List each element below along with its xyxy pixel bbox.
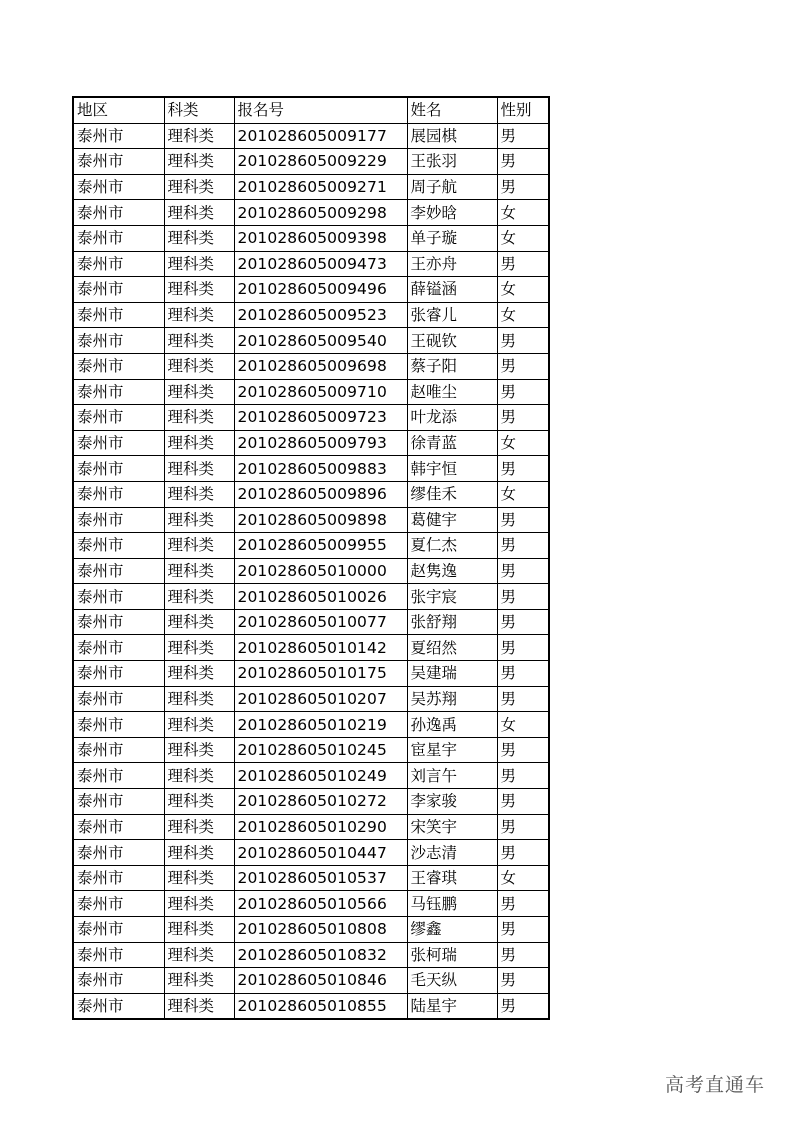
cell-registration-number: 201028605009698 [234,353,407,379]
cell-name: 夏绍然 [407,635,497,661]
table-row [73,533,549,559]
cell-region: 泰州市 [73,635,164,661]
cell-gender: 男 [497,123,549,149]
cell-registration-number: 201028605010808 [234,917,407,943]
cell-name: 周子航 [407,174,497,200]
cell-registration-number: 201028605010846 [234,968,407,994]
cell-region: 泰州市 [73,763,164,789]
cell-registration-number: 201028605009883 [234,456,407,482]
watermark-text: 高考直通车 [664,1074,765,1096]
table-row [73,507,549,533]
cell-name: 沙志清 [407,840,497,866]
cell-registration-number: 201028605010000 [234,558,407,584]
table-row [73,609,549,635]
cell-region: 泰州市 [73,379,164,405]
cell-gender: 女 [497,430,549,456]
table-row [73,865,549,891]
table-row [73,481,549,507]
cell-track: 理科类 [164,840,234,866]
cell-gender: 男 [497,379,549,405]
cell-gender: 男 [497,942,549,968]
cell-registration-number: 201028605009723 [234,405,407,431]
cell-track: 理科类 [164,763,234,789]
cell-registration-number: 201028605009896 [234,481,407,507]
cell-region: 泰州市 [73,891,164,917]
cell-track: 理科类 [164,302,234,328]
cell-name: 单子璇 [407,225,497,251]
cell-name: 赵唯尘 [407,379,497,405]
cell-track: 理科类 [164,225,234,251]
table-row [73,712,549,738]
cell-track: 理科类 [164,917,234,943]
cell-registration-number: 201028605009540 [234,328,407,354]
cell-gender: 男 [497,686,549,712]
cell-track: 理科类 [164,865,234,891]
cell-region: 泰州市 [73,968,164,994]
cell-gender: 男 [497,405,549,431]
table-row [73,328,549,354]
cell-registration-number: 201028605010207 [234,686,407,712]
cell-name: 张睿儿 [407,302,497,328]
table-row [73,763,549,789]
cell-name: 展园棋 [407,123,497,149]
cell-region: 泰州市 [73,712,164,738]
cell-name: 韩宇恒 [407,456,497,482]
cell-name: 陆星宇 [407,993,497,1019]
header-track: 科类 [164,97,234,123]
cell-track: 理科类 [164,149,234,175]
cell-region: 泰州市 [73,507,164,533]
cell-region: 泰州市 [73,840,164,866]
cell-registration-number: 201028605009898 [234,507,407,533]
cell-name: 吴建瑞 [407,661,497,687]
cell-region: 泰州市 [73,789,164,815]
cell-gender: 男 [497,584,549,610]
cell-gender: 男 [497,814,549,840]
cell-name: 孙逸禹 [407,712,497,738]
cell-track: 理科类 [164,968,234,994]
cell-track: 理科类 [164,251,234,277]
cell-track: 理科类 [164,686,234,712]
cell-track: 理科类 [164,661,234,687]
table-row [73,353,549,379]
cell-region: 泰州市 [73,405,164,431]
table-row [73,405,549,431]
cell-track: 理科类 [164,789,234,815]
cell-registration-number: 201028605010272 [234,789,407,815]
table-row [73,661,549,687]
cell-name: 徐青蓝 [407,430,497,456]
table-row [73,200,549,226]
cell-gender: 男 [497,558,549,584]
cell-gender: 男 [497,635,549,661]
cell-gender: 女 [497,865,549,891]
table-row [73,789,549,815]
table-row [73,917,549,943]
cell-region: 泰州市 [73,737,164,763]
cell-track: 理科类 [164,481,234,507]
cell-name: 缪佳禾 [407,481,497,507]
cell-region: 泰州市 [73,686,164,712]
table-row [73,123,549,149]
cell-gender: 男 [497,968,549,994]
table-row [73,174,549,200]
cell-gender: 女 [497,302,549,328]
cell-track: 理科类 [164,635,234,661]
table-row [73,277,549,303]
cell-region: 泰州市 [73,917,164,943]
cell-track: 理科类 [164,891,234,917]
cell-registration-number: 201028605010537 [234,865,407,891]
cell-track: 理科类 [164,405,234,431]
cell-registration-number: 201028605010245 [234,737,407,763]
cell-region: 泰州市 [73,149,164,175]
cell-gender: 男 [497,840,549,866]
cell-registration-number: 201028605009955 [234,533,407,559]
cell-gender: 男 [497,328,549,354]
cell-gender: 女 [497,481,549,507]
table-row [73,149,549,175]
cell-region: 泰州市 [73,430,164,456]
table-row [73,968,549,994]
cell-registration-number: 201028605009298 [234,200,407,226]
table-row [73,993,549,1019]
cell-name: 马钰鹏 [407,891,497,917]
cell-gender: 男 [497,251,549,277]
cell-region: 泰州市 [73,200,164,226]
cell-name: 叶龙添 [407,405,497,431]
cell-registration-number: 201028605010447 [234,840,407,866]
cell-name: 吴苏翔 [407,686,497,712]
cell-region: 泰州市 [73,353,164,379]
cell-track: 理科类 [164,533,234,559]
cell-registration-number: 201028605010077 [234,609,407,635]
table-row [73,225,549,251]
cell-name: 张舒翔 [407,609,497,635]
cell-region: 泰州市 [73,123,164,149]
table-body [73,123,549,1019]
cell-region: 泰州市 [73,533,164,559]
cell-gender: 男 [497,507,549,533]
table-row [73,584,549,610]
cell-name: 蔡子阳 [407,353,497,379]
cell-track: 理科类 [164,993,234,1019]
cell-gender: 男 [497,174,549,200]
cell-gender: 女 [497,277,549,303]
cell-region: 泰州市 [73,302,164,328]
cell-gender: 男 [497,533,549,559]
cell-track: 理科类 [164,609,234,635]
cell-gender: 男 [497,891,549,917]
cell-track: 理科类 [164,174,234,200]
cell-gender: 女 [497,200,549,226]
cell-track: 理科类 [164,942,234,968]
cell-region: 泰州市 [73,456,164,482]
cell-registration-number: 201028605010219 [234,712,407,738]
cell-registration-number: 201028605009710 [234,379,407,405]
cell-region: 泰州市 [73,481,164,507]
table-row [73,558,549,584]
cell-registration-number: 201028605010566 [234,891,407,917]
cell-track: 理科类 [164,712,234,738]
cell-region: 泰州市 [73,174,164,200]
cell-region: 泰州市 [73,609,164,635]
cell-region: 泰州市 [73,865,164,891]
cell-registration-number: 201028605009793 [234,430,407,456]
cell-name: 张宇宸 [407,584,497,610]
cell-region: 泰州市 [73,328,164,354]
cell-gender: 女 [497,712,549,738]
cell-region: 泰州市 [73,558,164,584]
table-row [73,840,549,866]
cell-region: 泰州市 [73,942,164,968]
cell-name: 缪鑫 [407,917,497,943]
cell-registration-number: 201028605009271 [234,174,407,200]
cell-registration-number: 201028605010855 [234,993,407,1019]
cell-registration-number: 201028605010175 [234,661,407,687]
cell-track: 理科类 [164,379,234,405]
cell-region: 泰州市 [73,251,164,277]
cell-track: 理科类 [164,123,234,149]
cell-registration-number: 201028605010832 [234,942,407,968]
header-registration-number: 报名号 [234,97,407,123]
cell-registration-number: 201028605009496 [234,277,407,303]
cell-gender: 男 [497,661,549,687]
cell-region: 泰州市 [73,814,164,840]
cell-name: 王亦舟 [407,251,497,277]
cell-registration-number: 201028605010142 [234,635,407,661]
table-row [73,379,549,405]
cell-region: 泰州市 [73,661,164,687]
cell-name: 刘言午 [407,763,497,789]
cell-name: 张柯瑞 [407,942,497,968]
cell-name: 王睿琪 [407,865,497,891]
table-row [73,814,549,840]
cell-track: 理科类 [164,558,234,584]
table-row [73,737,549,763]
cell-gender: 男 [497,456,549,482]
table-row [73,456,549,482]
cell-track: 理科类 [164,584,234,610]
cell-name: 毛天纵 [407,968,497,994]
cell-gender: 男 [497,353,549,379]
cell-gender: 男 [497,737,549,763]
header-name: 姓名 [407,97,497,123]
cell-gender: 男 [497,609,549,635]
cell-registration-number: 201028605009177 [234,123,407,149]
table-row [73,686,549,712]
cell-registration-number: 201028605009523 [234,302,407,328]
cell-region: 泰州市 [73,584,164,610]
cell-name: 王张羽 [407,149,497,175]
cell-region: 泰州市 [73,277,164,303]
cell-name: 葛健宇 [407,507,497,533]
cell-name: 夏仁杰 [407,533,497,559]
table-header-row [73,97,549,123]
cell-registration-number: 201028605009229 [234,149,407,175]
header-region: 地区 [73,97,164,123]
cell-gender: 女 [497,225,549,251]
table-row [73,942,549,968]
cell-track: 理科类 [164,430,234,456]
cell-track: 理科类 [164,277,234,303]
cell-gender: 男 [497,149,549,175]
cell-track: 理科类 [164,353,234,379]
table-row [73,430,549,456]
admission-list-table [72,96,550,1020]
cell-gender: 男 [497,993,549,1019]
cell-track: 理科类 [164,507,234,533]
cell-registration-number: 201028605009398 [234,225,407,251]
cell-name: 李妙晗 [407,200,497,226]
cell-region: 泰州市 [73,225,164,251]
cell-name: 宦星宇 [407,737,497,763]
cell-name: 薛镒涵 [407,277,497,303]
table-row [73,251,549,277]
cell-track: 理科类 [164,737,234,763]
cell-gender: 男 [497,917,549,943]
cell-registration-number: 201028605010290 [234,814,407,840]
cell-name: 李家骏 [407,789,497,815]
cell-registration-number: 201028605009473 [234,251,407,277]
cell-gender: 男 [497,789,549,815]
table-row [73,635,549,661]
cell-track: 理科类 [164,328,234,354]
cell-track: 理科类 [164,456,234,482]
cell-region: 泰州市 [73,993,164,1019]
header-gender: 性别 [497,97,549,123]
cell-name: 王砚钦 [407,328,497,354]
cell-name: 赵隽逸 [407,558,497,584]
cell-track: 理科类 [164,814,234,840]
table-row [73,302,549,328]
cell-gender: 男 [497,763,549,789]
cell-name: 宋笑宇 [407,814,497,840]
cell-registration-number: 201028605010249 [234,763,407,789]
table-row [73,891,549,917]
cell-registration-number: 201028605010026 [234,584,407,610]
cell-track: 理科类 [164,200,234,226]
